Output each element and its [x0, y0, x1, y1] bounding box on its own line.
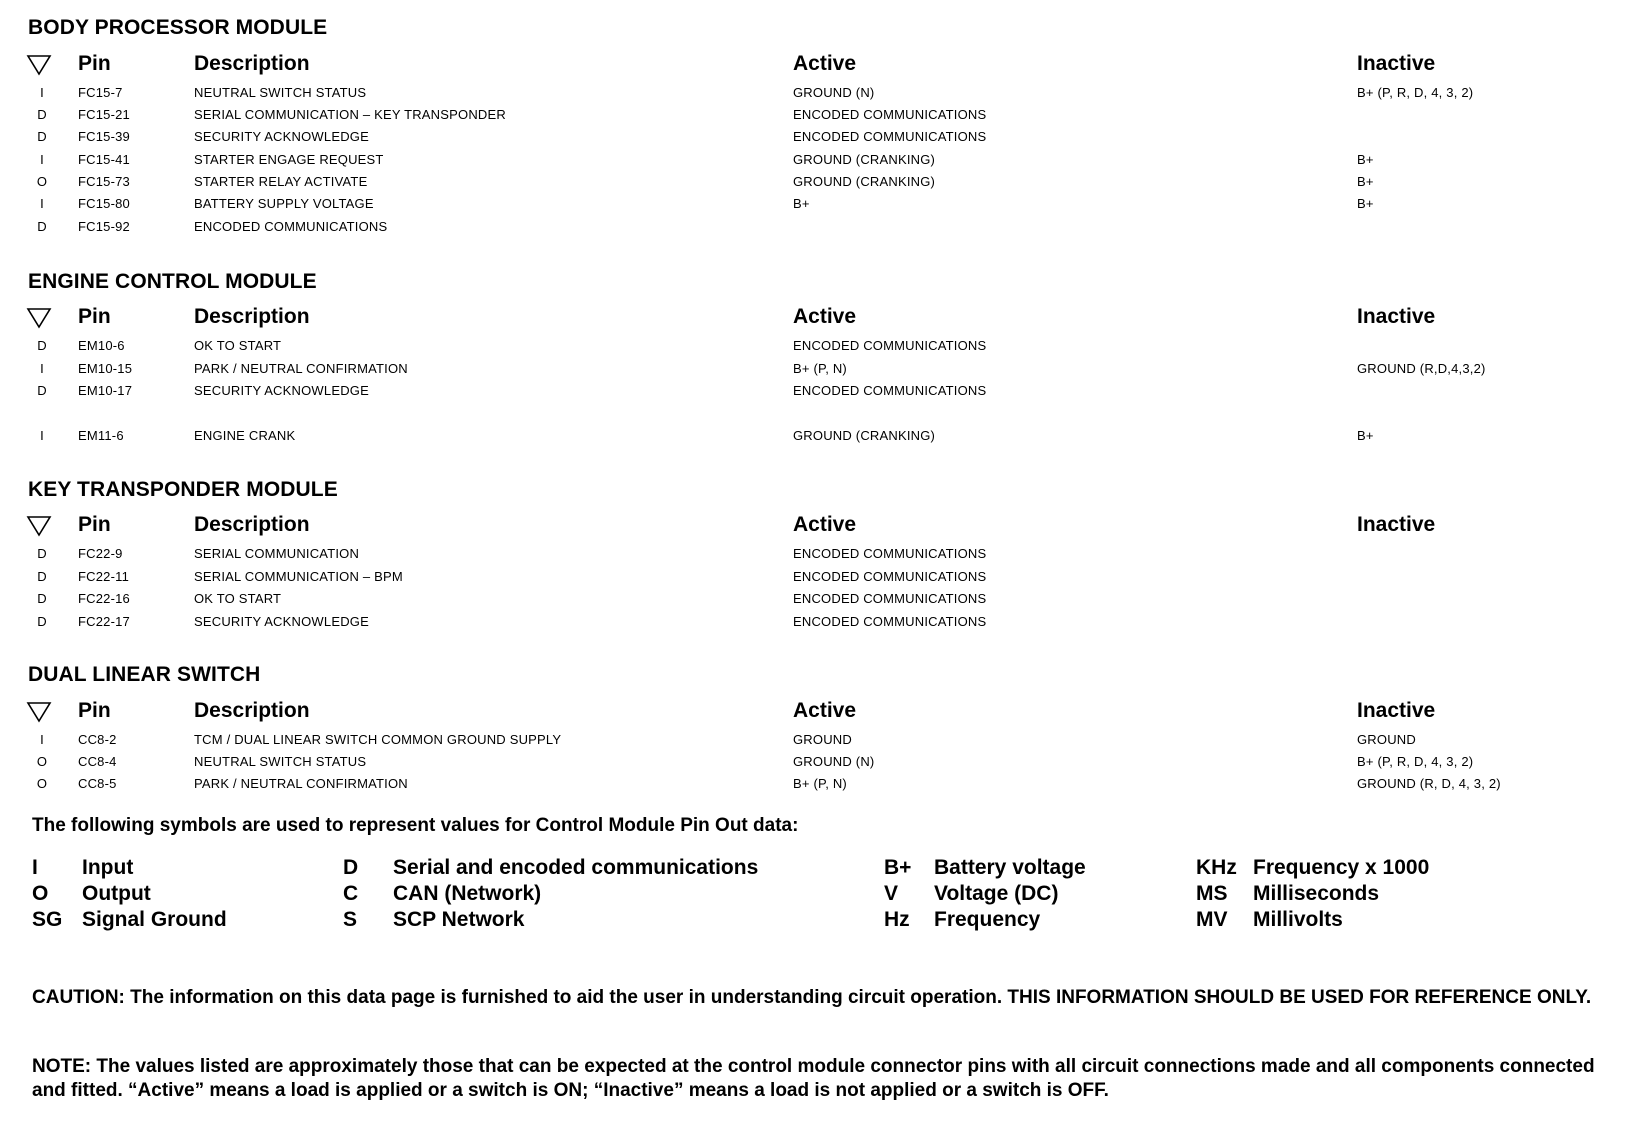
pin-description: ENGINE CRANK [194, 428, 296, 443]
table-row [0, 85, 1632, 105]
table-row [0, 428, 1632, 448]
table-row [0, 152, 1632, 172]
pin-type: I [40, 428, 44, 443]
inactive-value: B+ [1357, 428, 1374, 443]
column-header-row [0, 52, 1632, 80]
active-value: GROUND (N) [793, 754, 875, 769]
pin-description: SERIAL COMMUNICATION [194, 546, 360, 561]
table-row [0, 776, 1632, 796]
inactive-value: B+ [1357, 196, 1374, 211]
pin-description: ENCODED COMMUNICATIONS [194, 219, 388, 234]
pin-description: SECURITY ACKNOWLEDGE [194, 383, 369, 398]
legend-text: Frequency [934, 908, 1041, 931]
legend-symbol: I [32, 856, 38, 879]
column-header-row [0, 513, 1632, 541]
pin-type: I [40, 196, 44, 211]
pin-type: D [37, 569, 47, 584]
pin-type: I [40, 732, 44, 747]
table-row [0, 129, 1632, 149]
inactive-value: B+ (P, R, D, 4, 3, 2) [1357, 85, 1474, 100]
inactive-value: B+ [1357, 152, 1374, 167]
active-value: ENCODED COMMUNICATIONS [793, 129, 987, 144]
table-row [0, 569, 1632, 589]
table-row [0, 196, 1632, 216]
header-description: Description [194, 52, 310, 75]
header-description: Description [194, 513, 310, 536]
pin-type: D [37, 219, 47, 234]
table-row [0, 732, 1632, 752]
triangle-down-icon [26, 54, 52, 76]
active-value: ENCODED COMMUNICATIONS [793, 591, 987, 606]
table-row [0, 219, 1632, 239]
pin-id: FC22-9 [78, 546, 123, 561]
pin-id: EM11-6 [78, 428, 124, 443]
section-title: KEY TRANSPONDER MODULE [28, 478, 338, 501]
pin-id: CC8-5 [78, 776, 117, 791]
header-active: Active [793, 305, 857, 328]
active-value: ENCODED COMMUNICATIONS [793, 569, 987, 584]
pin-id: EM10-17 [78, 383, 133, 398]
pin-id: FC15-21 [78, 107, 130, 122]
pin-type: O [36, 754, 48, 769]
active-value: ENCODED COMMUNICATIONS [793, 546, 987, 561]
legend-row [0, 856, 1632, 882]
column-header-row [0, 699, 1632, 727]
legend-text: SCP Network [393, 908, 525, 931]
section-title: DUAL LINEAR SWITCH [28, 663, 261, 686]
pin-id: FC15-92 [78, 219, 130, 234]
pin-description: SERIAL COMMUNICATION – KEY TRANSPONDER [194, 107, 506, 122]
legend-symbol: SG [32, 908, 63, 931]
legend-symbol: MV [1196, 908, 1228, 931]
pin-description: BATTERY SUPPLY VOLTAGE [194, 196, 374, 211]
pin-description: STARTER ENGAGE REQUEST [194, 152, 384, 167]
active-value: B+ (P, N) [793, 361, 847, 376]
pin-description: SECURITY ACKNOWLEDGE [194, 129, 369, 144]
inactive-value: B+ [1357, 174, 1374, 189]
header-inactive: Inactive [1357, 513, 1436, 536]
pin-type: D [37, 383, 47, 398]
note-text: NOTE: The values listed are approximately those that can be expected at the control module connector pins with all circuit connections made and all components connected and fitted. “Active” means a load is applied or a switch is ON; “Inactive” means a load is not applied or a switch is OFF. [32, 1056, 1595, 1101]
legend-row [0, 882, 1632, 908]
header-description: Description [194, 305, 310, 328]
pin-type: I [40, 85, 44, 100]
legend-symbol: S [343, 908, 358, 931]
pin-id: EM10-6 [78, 338, 125, 353]
legend-symbol: B+ [884, 856, 912, 879]
active-value: B+ (P, N) [793, 776, 847, 791]
legend-symbol: Hz [884, 908, 910, 931]
active-value: ENCODED COMMUNICATIONS [793, 107, 987, 122]
header-pin: Pin [78, 52, 111, 75]
pin-id: CC8-4 [78, 754, 117, 769]
legend-symbol: D [343, 856, 359, 879]
legend-text: Frequency x 1000 [1253, 856, 1430, 879]
header-active: Active [793, 699, 857, 722]
header-pin: Pin [78, 513, 111, 536]
pin-id: CC8-2 [78, 732, 117, 747]
legend-text: Signal Ground [82, 908, 227, 931]
column-header-row [0, 305, 1632, 333]
pin-id: FC15-39 [78, 129, 130, 144]
pin-description: NEUTRAL SWITCH STATUS [194, 85, 367, 100]
pin-description: OK TO START [194, 591, 282, 606]
header-pin: Pin [78, 699, 111, 722]
header-inactive: Inactive [1357, 699, 1436, 722]
pin-id: FC22-16 [78, 591, 130, 606]
pin-description: STARTER RELAY ACTIVATE [194, 174, 368, 189]
active-value: ENCODED COMMUNICATIONS [793, 338, 987, 353]
triangle-down-icon [26, 701, 52, 723]
pin-type: O [36, 174, 48, 189]
table-row [0, 383, 1632, 403]
header-inactive: Inactive [1357, 52, 1436, 75]
section-title: BODY PROCESSOR MODULE [28, 16, 328, 39]
pin-description: NEUTRAL SWITCH STATUS [194, 754, 367, 769]
inactive-value: B+ (P, R, D, 4, 3, 2) [1357, 754, 1474, 769]
pin-type: D [37, 614, 47, 629]
legend-symbol: KHz [1196, 856, 1237, 879]
table-row [0, 591, 1632, 611]
inactive-value: GROUND (R, D, 4, 3, 2) [1357, 776, 1501, 791]
pin-description: PARK / NEUTRAL CONFIRMATION [194, 361, 408, 376]
active-value: GROUND (N) [793, 85, 875, 100]
active-value: GROUND (CRANKING) [793, 174, 936, 189]
legend-text: Output [82, 882, 151, 905]
legend-text: Millivolts [1253, 908, 1343, 931]
pin-type: D [37, 546, 47, 561]
header-pin: Pin [78, 305, 111, 328]
header-active: Active [793, 52, 857, 75]
pin-type: I [40, 152, 44, 167]
table-row [0, 174, 1632, 194]
active-value: GROUND (CRANKING) [793, 428, 936, 443]
legend-text: Voltage (DC) [934, 882, 1059, 905]
triangle-down-icon [26, 307, 52, 329]
legend-text: Serial and encoded communications [393, 856, 759, 879]
header-active: Active [793, 513, 857, 536]
active-value: B+ [793, 196, 810, 211]
pin-id: FC15-73 [78, 174, 130, 189]
table-row [0, 361, 1632, 381]
legend-text: Milliseconds [1253, 882, 1380, 905]
pin-description: TCM / DUAL LINEAR SWITCH COMMON GROUND SUPPLY [194, 732, 562, 747]
active-value: ENCODED COMMUNICATIONS [793, 383, 987, 398]
table-row [0, 107, 1632, 127]
header-inactive: Inactive [1357, 305, 1436, 328]
pin-id: EM10-15 [78, 361, 133, 376]
inactive-value: GROUND (R,D,4,3,2) [1357, 361, 1486, 376]
active-value: ENCODED COMMUNICATIONS [793, 614, 987, 629]
legend-symbol: V [884, 882, 899, 905]
pin-id: FC22-11 [78, 569, 130, 584]
legend-symbol: C [343, 882, 359, 905]
pin-type: O [36, 776, 48, 791]
pin-type: D [37, 591, 47, 606]
legend-symbol: O [32, 882, 49, 905]
legend-text: CAN (Network) [393, 882, 542, 905]
pin-description: SERIAL COMMUNICATION – BPM [194, 569, 403, 584]
caution-text: CAUTION: The information on this data page is furnished to aid the user in understanding circuit operation. THIS INFORMATION SHOULD BE USED FOR REFERENCE ONLY. [32, 987, 1592, 1008]
triangle-down-icon [26, 515, 52, 537]
pin-id: FC15-80 [78, 196, 130, 211]
legend-text: Battery voltage [934, 856, 1086, 879]
table-row [0, 614, 1632, 634]
pin-type: D [37, 338, 47, 353]
table-row [0, 338, 1632, 358]
table-row [0, 546, 1632, 566]
legend-text: Input [82, 856, 134, 879]
header-description: Description [194, 699, 310, 722]
table-row [0, 754, 1632, 774]
pin-id: FC15-7 [78, 85, 123, 100]
pin-description: PARK / NEUTRAL CONFIRMATION [194, 776, 408, 791]
pin-type: I [40, 361, 44, 376]
section-title: ENGINE CONTROL MODULE [28, 270, 317, 293]
legend-symbol: MS [1196, 882, 1228, 905]
pin-description: SECURITY ACKNOWLEDGE [194, 614, 369, 629]
pin-id: FC22-17 [78, 614, 130, 629]
symbol-legend [0, 856, 1632, 946]
pin-type: D [37, 129, 47, 144]
pin-description: OK TO START [194, 338, 282, 353]
pin-id: FC15-41 [78, 152, 130, 167]
active-value: GROUND (CRANKING) [793, 152, 936, 167]
inactive-value: GROUND [1357, 732, 1416, 747]
pin-type: D [37, 107, 47, 122]
active-value: GROUND [793, 732, 852, 747]
legend-row [0, 908, 1632, 934]
legend-intro: The following symbols are used to represent values for Control Module Pin Out data: [32, 815, 799, 836]
